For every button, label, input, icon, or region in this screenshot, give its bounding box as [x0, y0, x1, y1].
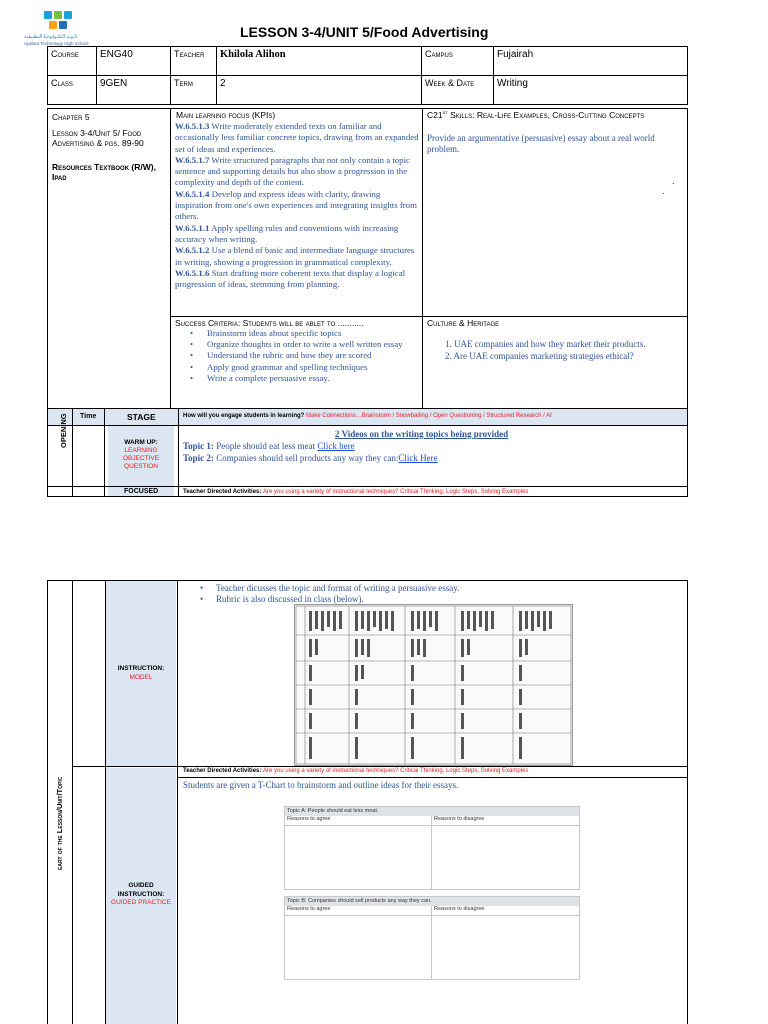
divider — [178, 409, 179, 497]
kpi-code: W.6.5.1.2 — [175, 245, 210, 256]
topic1-link[interactable]: Click here — [317, 441, 355, 451]
week-label: Week & Date — [425, 78, 475, 88]
kpi-text: Use a blend of basic and intermediate language structures in writing, showing a progression in grammatical complexity. — [175, 245, 415, 267]
campus-value-cell — [494, 47, 688, 76]
kpi-code: W.6.5.1.4 — [175, 188, 210, 199]
guided-text: Students are given a T-Chart to brainstorm and outline ideas for their essays. — [183, 780, 459, 790]
kpi-item — [175, 245, 419, 268]
guided-label — [106, 882, 176, 908]
t-chart-b-title: Topic B: Companies should sell products any way they can. — [285, 897, 579, 906]
topic1-text: People should eat less meat — [213, 441, 318, 451]
stray-dot: . — [672, 176, 675, 186]
guided-title-1: GUIDED — [128, 882, 154, 889]
engage-question — [183, 413, 552, 419]
instruction-title: INSTRUCTION: — [117, 665, 165, 672]
class-value-cell — [97, 76, 171, 105]
week-value: Writing — [497, 78, 528, 89]
topic2-text: Companies should sell products any way they can: — [213, 453, 399, 463]
success-list — [190, 328, 415, 384]
logo-square-icon — [59, 21, 67, 29]
t-chart-divider — [285, 825, 579, 826]
teacher-value: Khilola Alihon — [220, 49, 286, 60]
divider — [104, 409, 105, 497]
divider — [170, 316, 688, 317]
instruction-bullets — [200, 583, 459, 605]
kpi-item — [175, 155, 419, 189]
guided-td-label: Teacher Directed Activities: — [183, 768, 264, 774]
t-chart-b-agree: Reasons to agree — [287, 906, 331, 912]
class-label-cell — [48, 76, 97, 105]
t-chart-divider — [285, 915, 579, 916]
kpi-item — [175, 268, 419, 291]
campus-label: Campus — [425, 49, 453, 59]
kpi-heading: Main learning focus (KPIs) — [176, 110, 276, 120]
bullet-icon: • — [200, 583, 204, 593]
teacher-value-cell — [217, 47, 422, 76]
stray-dot: . — [662, 186, 665, 196]
kpi-code: W.6.5.1.6 — [175, 267, 210, 278]
warmup-label — [108, 439, 174, 471]
kpi-text: Start drafting more coherent texts that display a logical progression of ideas, stemming from planning. — [175, 267, 406, 290]
instruction-label — [106, 664, 176, 682]
t-chart-b-disagree: Reasons to disagree — [434, 906, 485, 912]
kpi-item — [175, 223, 419, 246]
kpi-code: W.6.5.1.1 — [175, 222, 210, 233]
course-label: Course — [51, 49, 79, 59]
teacher-label: Teacher — [174, 49, 205, 59]
week-label-cell — [422, 76, 494, 105]
logo-english-text: Applied Technology High School — [24, 41, 89, 46]
kpi-text: Write structured paragraphs that not only contain a topic sentence and supporting details but also show a progression in the complexity and depth of the content. — [175, 154, 410, 188]
divider — [422, 108, 423, 409]
course-value: ENG40 — [100, 49, 133, 60]
divider — [177, 580, 178, 1024]
logo-arabic-text: ثانوية التكنولوجيا التطبيقية — [24, 34, 78, 40]
logo-square-icon — [64, 11, 72, 19]
logo-square-icon — [54, 11, 62, 19]
success-item: • Brainstorm ideas about specific topics — [190, 328, 415, 339]
t-chart-a-disagree: Reasons to disagree — [434, 816, 485, 822]
focused-td-label: Teacher Directed Activities: — [183, 489, 264, 495]
culture-item: 2. Are UAE companies marketing strategies ethical? — [445, 350, 634, 361]
time-header: Time — [80, 413, 97, 420]
success-item: • Understand the rubric and how they are scored — [190, 350, 415, 361]
culture-heading: Culture & Heritage — [427, 318, 500, 328]
course-value-cell — [97, 47, 171, 76]
t-chart-a — [284, 806, 580, 890]
instruction-bullet: • Rubric is also discussed in class (below). — [200, 594, 364, 604]
topic2-label: Topic 2: — [183, 453, 214, 463]
kpi-text: Develop and express ideas with clarity, drawing inspiration from one's own experiences and integrating insights from others. — [175, 188, 417, 222]
guided-practice: GUIDED PRACTICE — [111, 899, 171, 906]
heart-of-lesson-label: eart of the Lesson/Unit/Topic — [55, 776, 64, 870]
kpi-item — [175, 121, 419, 155]
instruction-model: MODEL — [129, 674, 153, 681]
divider — [72, 409, 73, 497]
page-title: LESSON 3-4/UNIT 5/Food Advertising — [240, 24, 489, 40]
t-chart-a-title: Topic A: People should eat less meat. — [285, 807, 579, 816]
school-logo — [24, 8, 88, 48]
class-value: 9GEN — [100, 78, 128, 89]
divider — [177, 777, 688, 778]
success-item: • Apply good grammar and spelling techniques — [190, 362, 415, 373]
kpi-list — [175, 121, 419, 290]
topic2-line — [183, 453, 438, 463]
t-chart-b — [284, 896, 580, 980]
topic1-label: Topic 1: — [183, 441, 214, 451]
warmup-title: WARM UP: — [124, 439, 158, 446]
rubric-grid-icon — [295, 605, 572, 765]
week-value-cell — [494, 76, 688, 105]
resources-label: Resources Textbook (R/W), Ipad — [52, 162, 156, 182]
culture-list — [445, 339, 685, 362]
t-chart-divider — [431, 906, 432, 979]
logo-square-icon — [49, 21, 57, 29]
instruction-bullet: • Teacher dicusses the topic and format of writing a persuasive essay. — [200, 583, 460, 593]
c21-heading: C21st Skills: Real-Life Examples, Cross-Cutting Concepts — [427, 110, 645, 120]
chapter-label: Chapter 5 — [52, 112, 90, 122]
bullet-icon: • — [200, 594, 204, 604]
success-heading: Success Criteria: Students will be ablet to ........... — [175, 318, 364, 328]
kpi-code: W.6.5.1.3 — [175, 121, 210, 131]
culture-item: 1. UAE companies and how they market their products. — [445, 339, 646, 349]
guided-td-hint: Are you using a variety of instructional techniques? Critical Thinking, Logic Steps, Solving Examples — [263, 768, 529, 774]
lesson-label: Lesson 3-4/Unit 5/ Food Advertising & pgs. 89-90 — [52, 128, 144, 148]
kpi-text: Write moderately extended texts on familiar and occasionally less familiar concrete topics, drawing from an expanded set of ideas and experiences. — [175, 121, 419, 154]
logo-square-icon — [44, 11, 52, 19]
term-value-cell — [217, 76, 422, 105]
chapter-info — [52, 112, 170, 182]
focused-label: FOCUSED — [124, 488, 159, 495]
guided-title-2: INSTRUCTION: — [117, 890, 165, 898]
kpi-text: Apply spelling rules and conventions with increasing accuracy when writing. — [175, 222, 399, 244]
class-label: Class — [51, 78, 73, 88]
engage-hint: Make Connections…Brainstorm / Snowballing / Open Questioning / Structured Research / AI — [306, 413, 552, 419]
term-label: Term — [174, 78, 193, 88]
divider — [170, 108, 171, 409]
stage-header: STAGE — [127, 412, 156, 422]
rubric-image — [294, 604, 573, 766]
lesson-info-table — [47, 46, 688, 105]
videos-title: 2 Videos on the writing topics being provided — [335, 429, 509, 439]
focused-td-hint: Are you using a variety of instructional techniques? Critical Thinking, Logic Steps, Solving Examples — [263, 489, 529, 495]
divider — [72, 580, 73, 1024]
campus-value: Fujairah — [497, 49, 534, 60]
guided-activities — [183, 768, 528, 774]
divider — [105, 580, 106, 1024]
topic1-line — [183, 441, 355, 451]
success-item: • Write a complete persuasive essay. — [190, 373, 415, 384]
kpi-code: W.6.5.1.7 — [175, 154, 210, 165]
term-value: 2 — [220, 78, 226, 89]
kpi-item — [175, 189, 419, 223]
engage-label: How will you engage students in learning? — [183, 413, 307, 419]
teacher-label-cell — [171, 47, 217, 76]
t-chart-divider — [431, 816, 432, 889]
campus-label-cell — [422, 47, 494, 76]
course-label-cell — [48, 47, 97, 76]
focused-activities — [183, 489, 528, 495]
opening-label: OPENING — [59, 413, 68, 448]
term-label-cell — [171, 76, 217, 105]
success-item: • Organize thoughts in order to write a well written essay — [190, 339, 415, 350]
warmup-objective: LEARNING OBJECTIVE QUESTION — [122, 447, 160, 470]
topic2-link[interactable]: Click Here — [398, 453, 438, 463]
c21-text: Provide an argumentative (persuasive) essay about a real world problem. — [427, 133, 655, 154]
t-chart-a-agree: Reasons to agree — [287, 816, 331, 822]
